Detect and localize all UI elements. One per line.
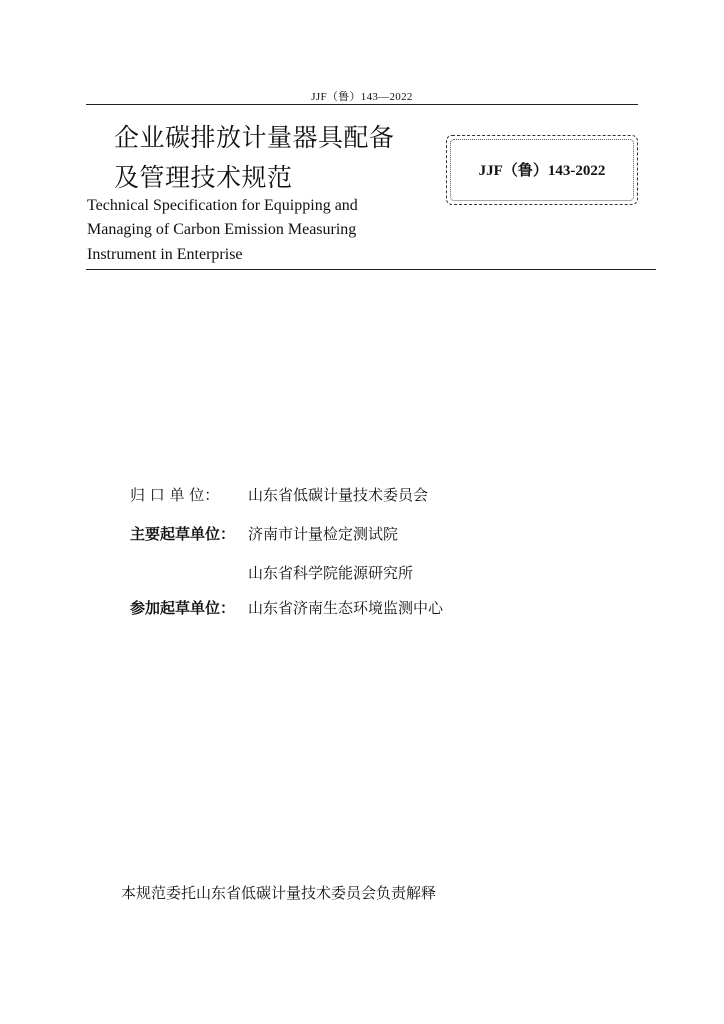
main-drafting-unit-label: 主要起草单位： <box>130 525 236 543</box>
main-drafting-unit-value-2: 山东省科学院能源研究所 <box>248 564 414 582</box>
document-title-line-2: 及管理技术规范 <box>114 163 293 192</box>
header-standard-code: JJF（鲁）143—2022 <box>311 91 413 103</box>
responsible-unit-value: 山东省低碳计量技术委员会 <box>248 486 429 504</box>
participating-drafting-unit-value: 山东省济南生态环境监测中心 <box>248 599 444 617</box>
english-title-line-1: Technical Specification for Equipping and <box>87 197 358 214</box>
main-drafting-unit-value-1: 济南市计量检定测试院 <box>248 525 399 543</box>
participating-drafting-unit-label: 参加起草单位： <box>130 599 236 617</box>
header-divider <box>86 104 638 105</box>
standard-code: JJF（鲁）143-2022 <box>478 163 606 179</box>
english-title-line-2: Managing of Carbon Emission Measuring <box>87 221 357 238</box>
responsible-unit-label: 归 口 单 位： <box>130 486 220 504</box>
title-divider <box>86 269 656 270</box>
interpretation-note: 本规范委托山东省低碳计量技术委员会负责解释 <box>121 884 437 902</box>
english-title-line-3: Instrument in Enterprise <box>87 246 243 263</box>
standard-code-box <box>446 135 638 205</box>
document-title-line-1: 企业碳排放计量器具配备 <box>114 123 395 152</box>
